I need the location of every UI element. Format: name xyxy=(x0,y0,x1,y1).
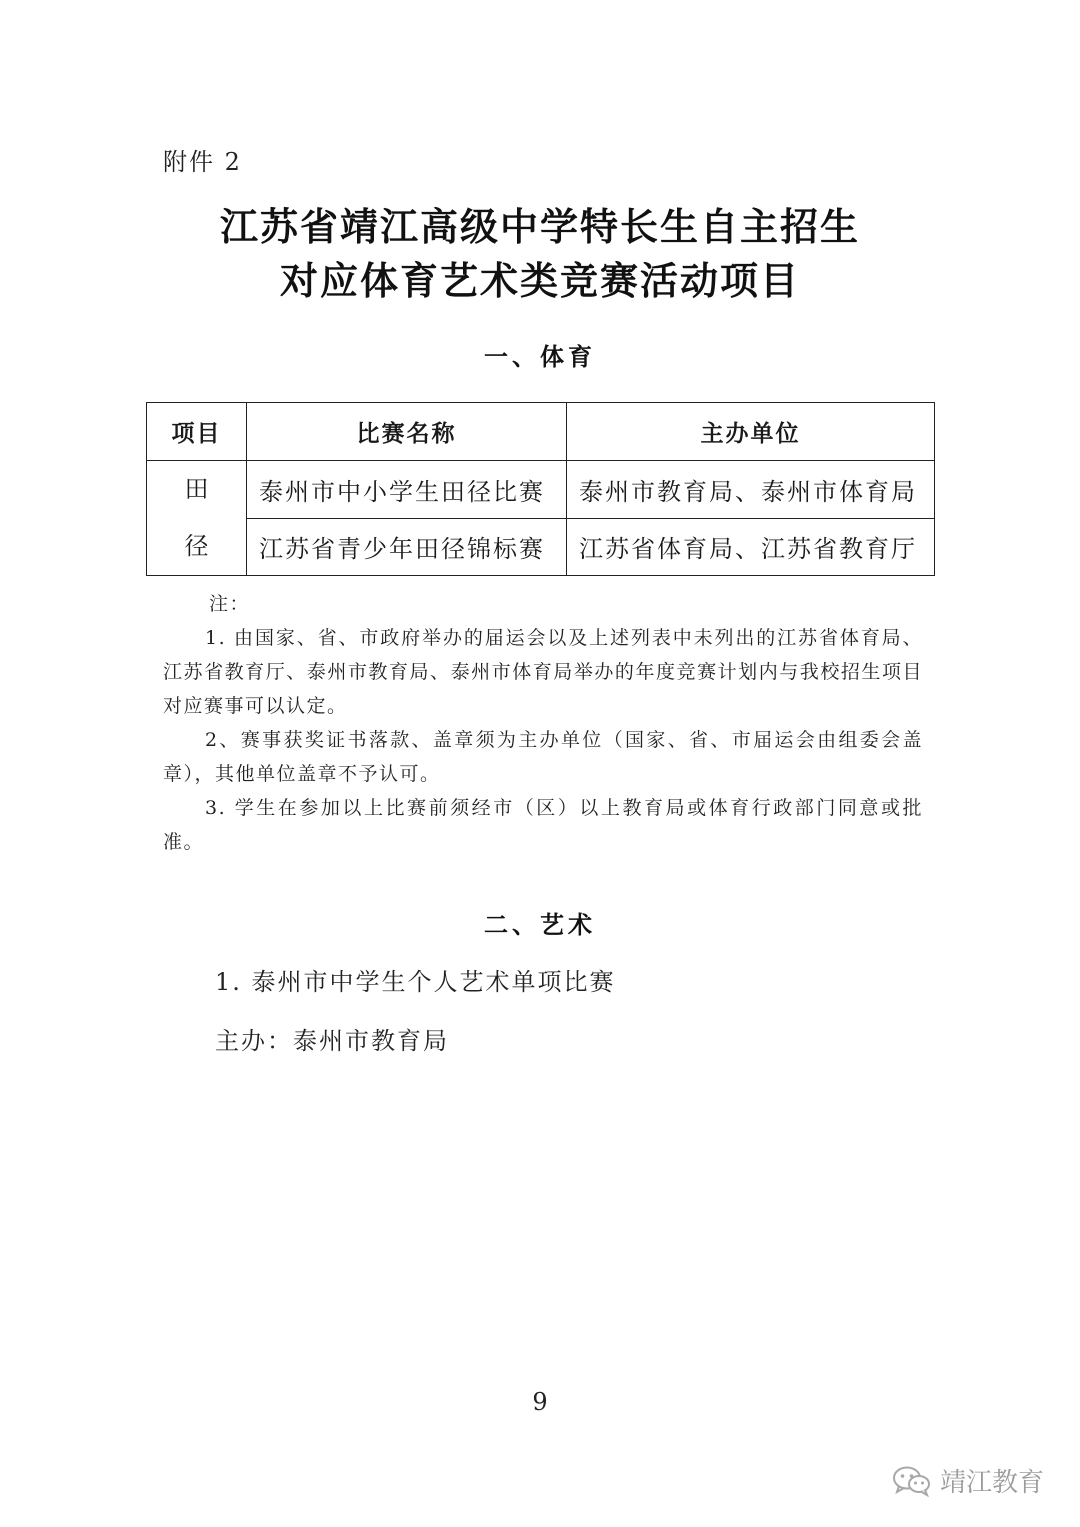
organizer: 江苏省体育局、江苏省教育厅 xyxy=(567,518,935,576)
header-item: 项目 xyxy=(147,403,247,461)
notes-label: 注： xyxy=(209,593,251,615)
section-heading-arts: 二、艺术 xyxy=(484,911,596,939)
section-heading-sports: 一、体育 xyxy=(484,343,596,371)
header-organizer: 主办单位 xyxy=(567,403,935,461)
note-item: 3. 学生在参加以上比赛前须经市（区）以上教育局或体育行政部门同意或批准。 xyxy=(163,797,923,853)
organizer: 泰州市教育局、泰州市体育局 xyxy=(567,461,935,519)
competition-name: 泰州市中小学生田径比赛 xyxy=(247,461,567,519)
table-header-row xyxy=(147,403,935,461)
header-competition-name: 比赛名称 xyxy=(247,403,567,461)
watermark xyxy=(892,1462,1044,1499)
item-char: 田 xyxy=(184,475,209,503)
notes-block xyxy=(163,587,923,859)
arts-organizer: 主办：泰州市教育局 xyxy=(215,1027,449,1055)
table-row xyxy=(147,518,935,576)
competition-name: 江苏省青少年田径锦标赛 xyxy=(247,518,567,576)
sports-events-table xyxy=(146,402,935,576)
document-title-line-1: 江苏省靖江高级中学特长生自主招生 xyxy=(219,205,860,249)
note-item: 2、赛事获奖证书落款、盖章须为主办单位（国家、省、市届运会由组委会盖章），其他单位盖章不予认可。 xyxy=(163,729,923,785)
page-number: 9 xyxy=(532,1388,548,1416)
watermark-text: 靖江教育 xyxy=(939,1468,1044,1498)
table-row xyxy=(147,461,935,519)
wechat-icon xyxy=(892,1465,932,1497)
item-cell-track-field xyxy=(147,461,247,576)
document-title-line-2: 对应体育艺术类竞赛活动项目 xyxy=(279,259,800,303)
arts-competition-item: 1. 泰州市中学生个人艺术单项比赛 xyxy=(215,968,616,996)
note-item: 1. 由国家、省、市政府举办的届运会以及上述列表中未列出的江苏省体育局、江苏省教育厅、泰州市教育局、泰州市体育局举办的年度竞赛计划内与我校招生项目对应赛事可以认定。 xyxy=(163,627,923,717)
attachment-label: 附件 2 xyxy=(163,148,242,176)
item-char: 径 xyxy=(184,532,209,560)
